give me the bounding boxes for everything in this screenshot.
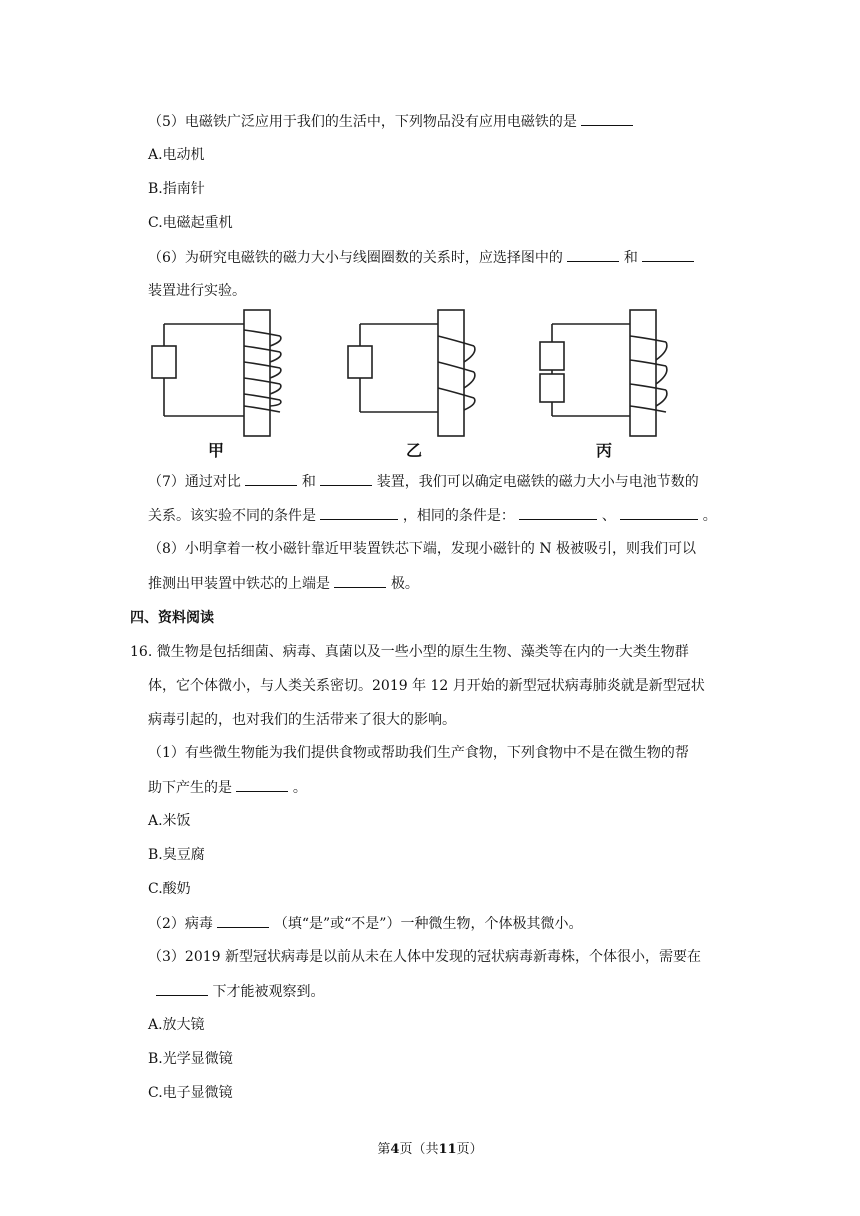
device-yi <box>348 310 475 436</box>
q16-sub2-answer-blank[interactable] <box>217 913 269 928</box>
q16-sub3-option-c: C.电子显微镜 <box>148 1085 233 1101</box>
q7-line2a: 关系。该实验不同的条件是 <box>148 508 316 524</box>
device-jia <box>152 310 281 436</box>
q7-sep: 、 <box>601 508 616 524</box>
battery-jia <box>152 346 176 378</box>
q16-sub2-a: （2）病毒 <box>148 916 213 932</box>
q16-number: 16. <box>130 644 153 660</box>
q5-prompt-line <box>148 111 633 132</box>
q8-answer-blank[interactable] <box>334 573 386 588</box>
iron-core-yi <box>438 310 464 436</box>
q16-sub3-option-a: A.放大镜 <box>148 1017 205 1033</box>
coil-yi <box>438 336 474 398</box>
coil-bing <box>630 336 666 412</box>
q6-prompt-part2: 装置进行实验。 <box>148 283 246 299</box>
q16-sub1-answer-blank[interactable] <box>236 777 288 792</box>
q16-line1 <box>130 642 689 662</box>
q7-end: 。 <box>702 508 717 524</box>
q16-sub1-line2b: 。 <box>292 780 307 796</box>
q7-answer-blank-3[interactable] <box>320 505 398 520</box>
battery-yi <box>348 346 372 378</box>
q16-line3: 病毒引起的，也对我们的生活带来了很大的影响。 <box>148 712 456 728</box>
q5-prompt: （5）电磁铁广泛应用于我们的生活中，下列物品没有应用电磁铁的是 <box>148 114 577 130</box>
q16-sub1-line2a: 助下产生的是 <box>148 780 232 796</box>
q5-option-a: A.电动机 <box>148 147 205 163</box>
q7-part1: （7）通过对比 <box>148 474 241 490</box>
q8-line2b: 极。 <box>390 576 419 592</box>
q7-part2: 装置，我们可以确定电磁铁的磁力大小与电池节数的 <box>376 474 699 490</box>
figure-label-yi: 乙 <box>406 441 423 460</box>
q7-answer-blank-5[interactable] <box>620 505 698 520</box>
q16-sub2-line <box>148 913 582 934</box>
footer-mid: 页（共 <box>399 1142 439 1157</box>
section-4-title: 四、资料阅读 <box>130 610 214 626</box>
coil-jia <box>244 330 280 412</box>
q5-option-b: B.指南针 <box>148 181 205 197</box>
battery-bing-top <box>540 342 564 370</box>
q7-answer-blank-4[interactable] <box>519 505 597 520</box>
q16-sub1-option-c: C.酸奶 <box>148 881 191 897</box>
q5-answer-blank[interactable] <box>581 111 633 126</box>
device-bing <box>540 310 667 436</box>
q16-sub1-option-b: B.臭豆腐 <box>148 847 205 863</box>
q16-sub3-line2: 下才能被观察到。 <box>212 984 325 1000</box>
figure-label-jia: 甲 <box>208 441 225 460</box>
footer-page-number: 4 <box>390 1142 400 1157</box>
footer-post: 页） <box>456 1142 483 1157</box>
q16-sub3-answer-blank[interactable] <box>156 981 208 996</box>
q7-answer-blank-2[interactable] <box>320 471 372 486</box>
q16-sub1-line1: （1）有些微生物能为我们提供食物或帮助我们生产食物，下列食物中不是在微生物的帮 <box>148 745 689 761</box>
q6-prompt-line <box>148 247 694 268</box>
footer-pre: 第 <box>377 1142 391 1157</box>
q6-connector: 和 <box>623 250 638 266</box>
q16-sub3-option-b: B.光学显微镜 <box>148 1051 233 1067</box>
q7-answer-blank-1[interactable] <box>245 471 297 486</box>
q7-line1 <box>148 471 699 492</box>
footer-total-pages: 11 <box>438 1142 457 1157</box>
battery-bing-bottom <box>540 374 564 402</box>
q7-line2b: ，相同的条件是： <box>402 508 515 524</box>
iron-core-jia <box>244 310 270 436</box>
q7-line2 <box>148 505 717 526</box>
electromagnet-figure <box>140 306 700 466</box>
q16-sub2-b: （填“是”或“不是”）一种微生物，个体极其微小。 <box>273 916 583 932</box>
q7-connector: 和 <box>301 474 316 490</box>
figure-label-bing: 丙 <box>596 441 613 460</box>
q16-sub3-line2-wrap <box>156 981 324 1002</box>
q16-sub1-line2 <box>148 777 307 798</box>
q16-sub3-line1: （3）2019 新型冠状病毒是以前从未在人体中发现的冠状病毒新毒株，个体很小，需要在 <box>148 949 701 965</box>
q5-option-c: C.电磁起重机 <box>148 215 233 231</box>
q16-line2: 体，它个体微小，与人类关系密切。2019 年 12 月开始的新型冠状病毒肺炎就是新型冠状 <box>148 678 705 694</box>
q6-answer-blank-1[interactable] <box>567 247 619 262</box>
q8-line2a: 推测出甲装置中铁芯的上端是 <box>148 576 330 592</box>
page-footer <box>0 1138 860 1157</box>
q6-answer-blank-2[interactable] <box>642 247 694 262</box>
q16-sub1-option-a: A.米饭 <box>148 813 191 829</box>
q8-line2 <box>148 573 419 594</box>
q8-line1: （8）小明拿着一枚小磁针靠近甲装置铁芯下端，发现小磁针的 N 极被吸引，则我们可以 <box>148 541 697 557</box>
iron-core-bing <box>630 310 656 436</box>
q6-prompt-part1: （6）为研究电磁铁的磁力大小与线圈圈数的关系时，应选择图中的 <box>148 250 563 266</box>
q16-text-1: 微生物是包括细菌、病毒、真菌以及一些小型的原生生物、藻类等在内的一大类生物群 <box>156 644 689 660</box>
